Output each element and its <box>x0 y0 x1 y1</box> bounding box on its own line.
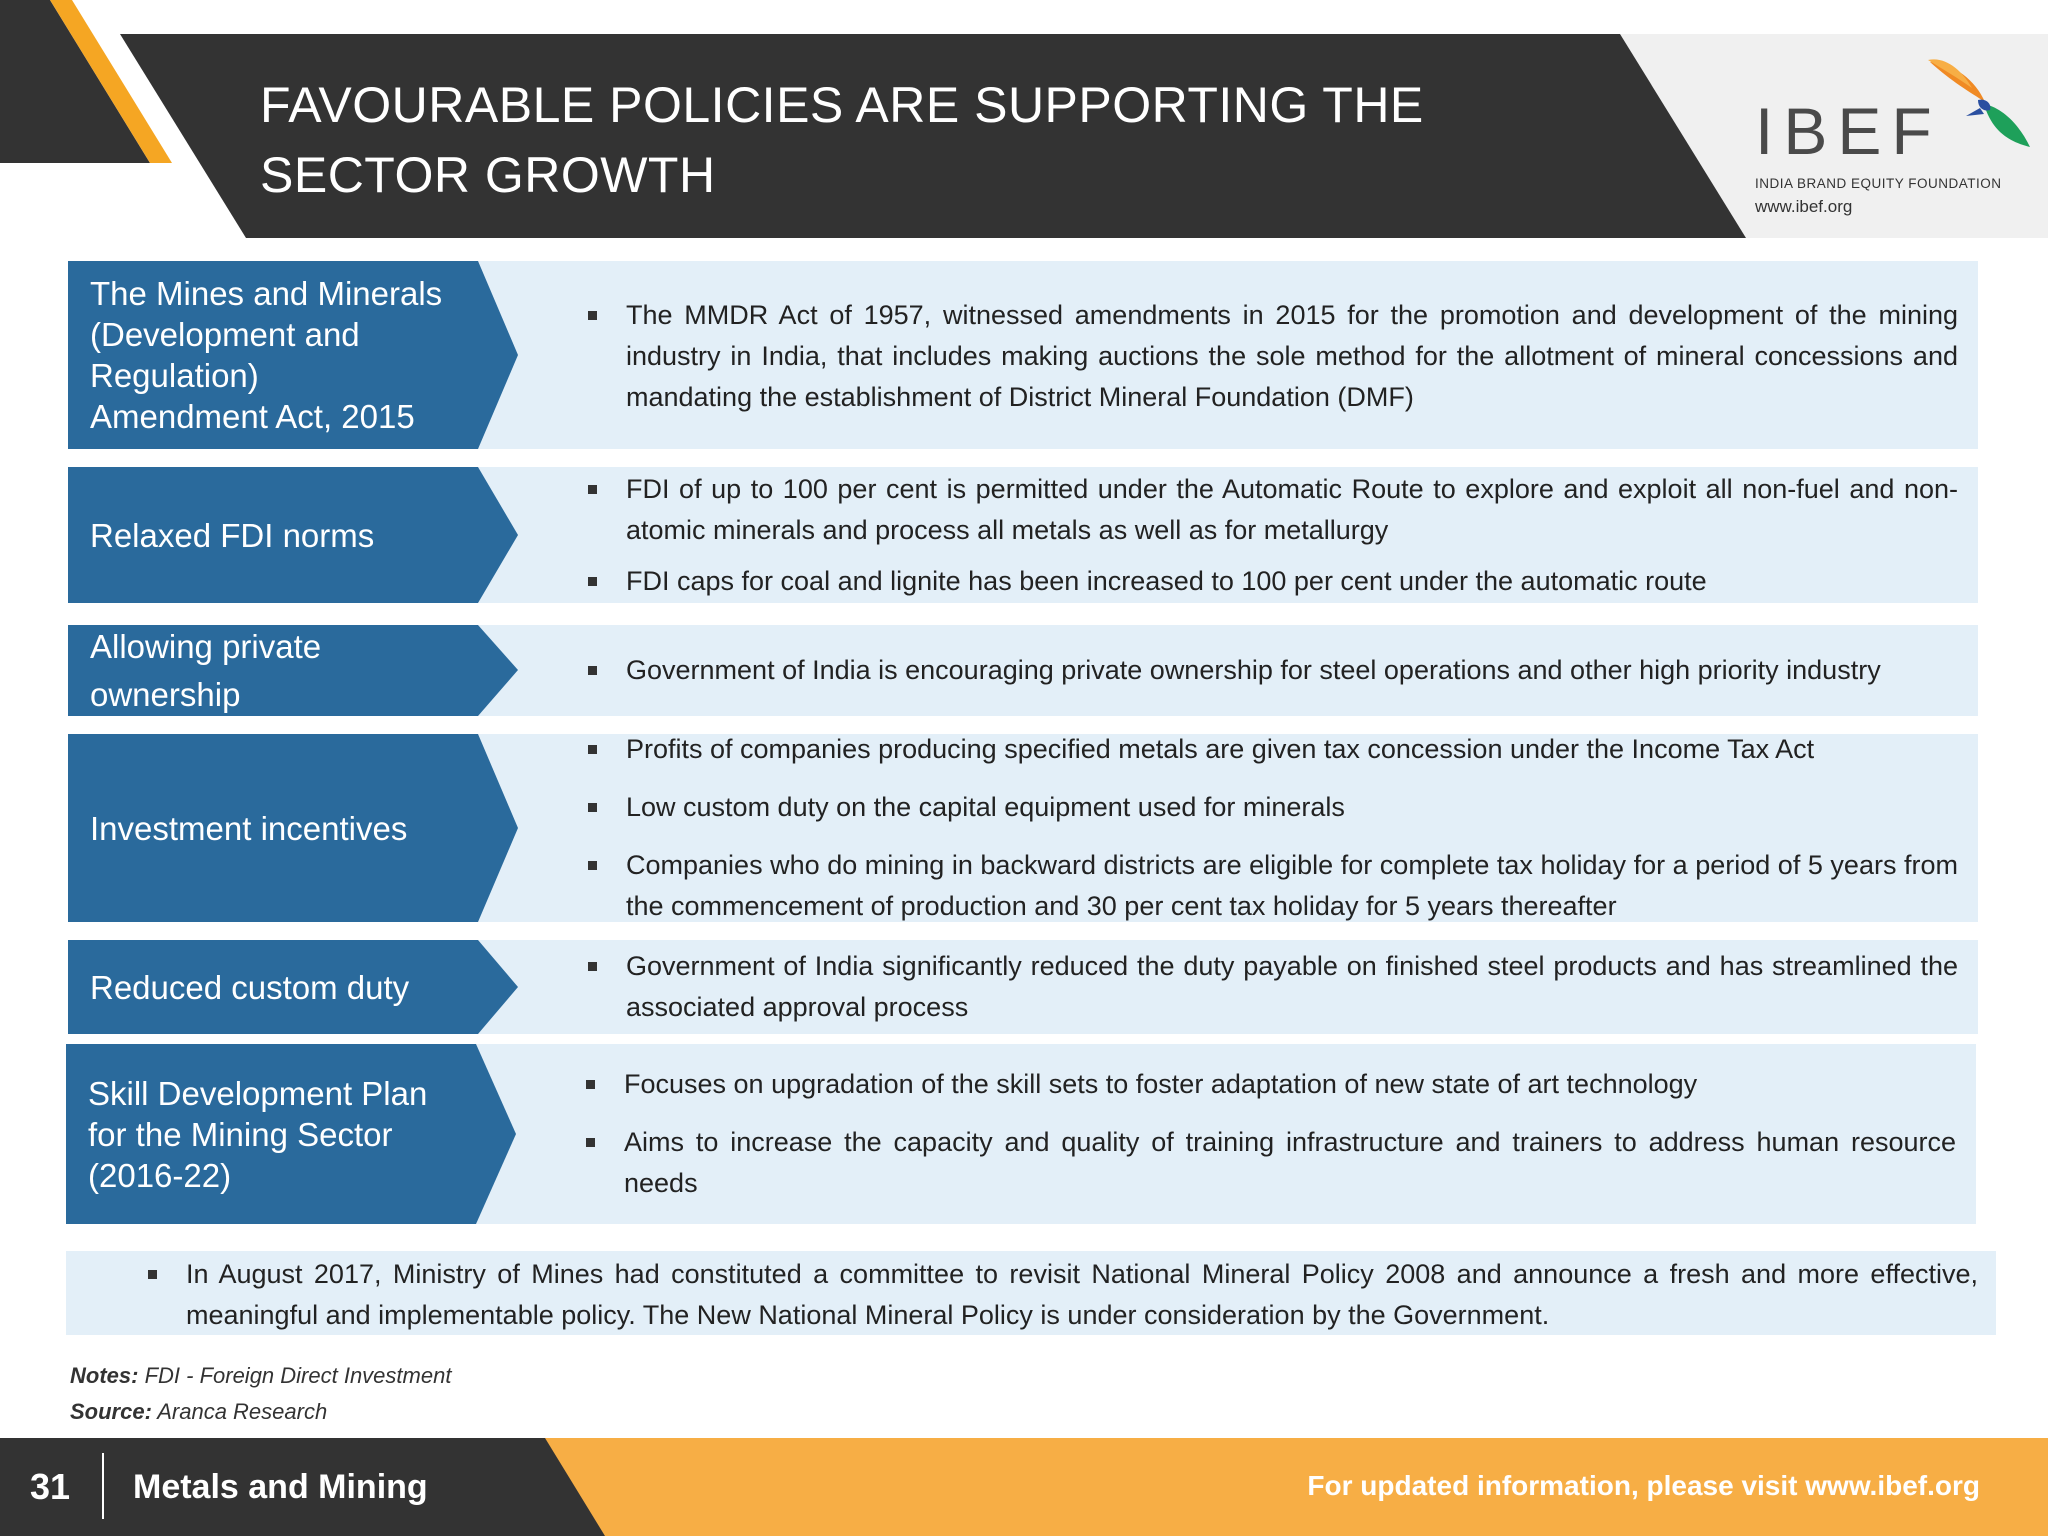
title-line-2: SECTOR GROWTH <box>260 147 716 203</box>
section-name: Metals and Mining <box>133 1468 428 1506</box>
policy-row-fdi-norms <box>68 467 1978 603</box>
policy-row-custom-duty <box>68 940 1978 1034</box>
policy-bullets <box>586 734 1958 922</box>
policy-row-investment-incentives <box>68 734 1978 922</box>
policy-label: Investment incentives <box>90 809 408 847</box>
policy-row-private-ownership <box>68 625 1978 716</box>
policy-bullets <box>586 467 1958 603</box>
bullet-square-icon <box>588 485 597 494</box>
footer-website-link[interactable]: For updated information, please visit www.ibef.org <box>1307 1470 1980 1501</box>
policy-bullet: The MMDR Act of 1957, witnessed amendments in 2015 for the promotion and development of the mining industry in India, that includes making auctions the sole method for the allotment of mineral concessions and mandating the establishment of District Mineral Foundation (DMF) <box>586 295 1958 418</box>
policy-bullets <box>584 1044 1956 1224</box>
policy-bullet: FDI caps for coal and lignite has been increased to 100 per cent under the automatic route <box>586 561 1958 602</box>
title-line-1: FAVOURABLE POLICIES ARE SUPPORTING THE <box>260 77 1424 133</box>
policy-bullet: Low custom duty on the capital equipment used for minerals <box>586 787 1958 828</box>
bullet-square-icon <box>588 803 597 812</box>
logo-url[interactable]: www.ibef.org <box>1755 197 1853 216</box>
policy-bullet: FDI of up to 100 per cent is permitted under the Automatic Route to explore and exploit all non-fuel and non-atomic minerals and process all metals as well as for metallurgy <box>586 469 1958 551</box>
page-title <box>260 70 1560 210</box>
page-number: 31 <box>30 1466 71 1507</box>
policy-bullets <box>586 940 1958 1034</box>
bullet-square-icon <box>148 1270 157 1279</box>
logo-tagline: INDIA BRAND EQUITY FOUNDATION <box>1755 176 2002 191</box>
ibef-logo <box>1740 52 2040 227</box>
policy-bullet: Profits of companies producing specified metals are given tax concession under the Income Tax Act <box>586 729 1958 770</box>
policy-row-skill-development <box>66 1044 1976 1224</box>
bullet-square-icon <box>588 745 597 754</box>
policy-bullet: Companies who do mining in backward districts are eligible for complete tax holiday for a period of 5 years from the commencement of production and 30 per cent tax holiday for 5 years thereafter <box>586 845 1958 927</box>
policy-row-mmdr-act <box>68 261 1978 449</box>
source-line: Source: Aranca Research <box>70 1399 328 1424</box>
footer <box>0 1438 2048 1536</box>
notes-block <box>70 1358 451 1430</box>
bullet-square-icon <box>588 311 597 320</box>
bullet-square-icon <box>588 962 597 971</box>
notes-line: Notes: FDI - Foreign Direct Investment <box>70 1363 452 1388</box>
policy-label: The Mines and Minerals (Development and Regulation) Amendment Act, 2015 <box>90 275 443 435</box>
bullet-square-icon <box>586 1080 595 1089</box>
policy-label: Allowing private ownership <box>90 627 322 713</box>
policy-label: Skill Development Plan for the Mining Sector (2016-22) <box>88 1074 428 1194</box>
bullet-square-icon <box>588 861 597 870</box>
bullet-square-icon <box>586 1138 595 1147</box>
policy-bullet: Focuses on upgradation of the skill sets to foster adaptation of new state of art technology <box>584 1064 1956 1105</box>
policy-label: Relaxed FDI norms <box>90 516 375 554</box>
bullet-square-icon <box>588 577 597 586</box>
policy-bullet: Government of India is encouraging private ownership for steel operations and other high priority industry <box>586 650 1958 691</box>
policy-bullet: Aims to increase the capacity and quality of training infrastructure and trainers to address human resource needs <box>584 1122 1956 1204</box>
policy-label: Reduced custom duty <box>90 968 410 1006</box>
policy-bullets <box>586 625 1958 716</box>
footer-divider <box>102 1453 104 1519</box>
policy-bullet: Government of India significantly reduced the duty payable on finished steel products and has streamlined the associated approval process <box>586 946 1958 1028</box>
policy-bullets <box>586 261 1958 449</box>
summary-note-bullet: In August 2017, Ministry of Mines had constituted a committee to revisit National Mineral Policy 2008 and announce a fresh and more effective, meaningful and implementable policy. The New National Mineral Policy is under consideration by the Government. <box>146 1251 1978 1336</box>
logo-wordmark: IBEF <box>1755 94 1942 168</box>
bullet-square-icon <box>588 666 597 675</box>
summary-note-box <box>66 1251 1996 1335</box>
